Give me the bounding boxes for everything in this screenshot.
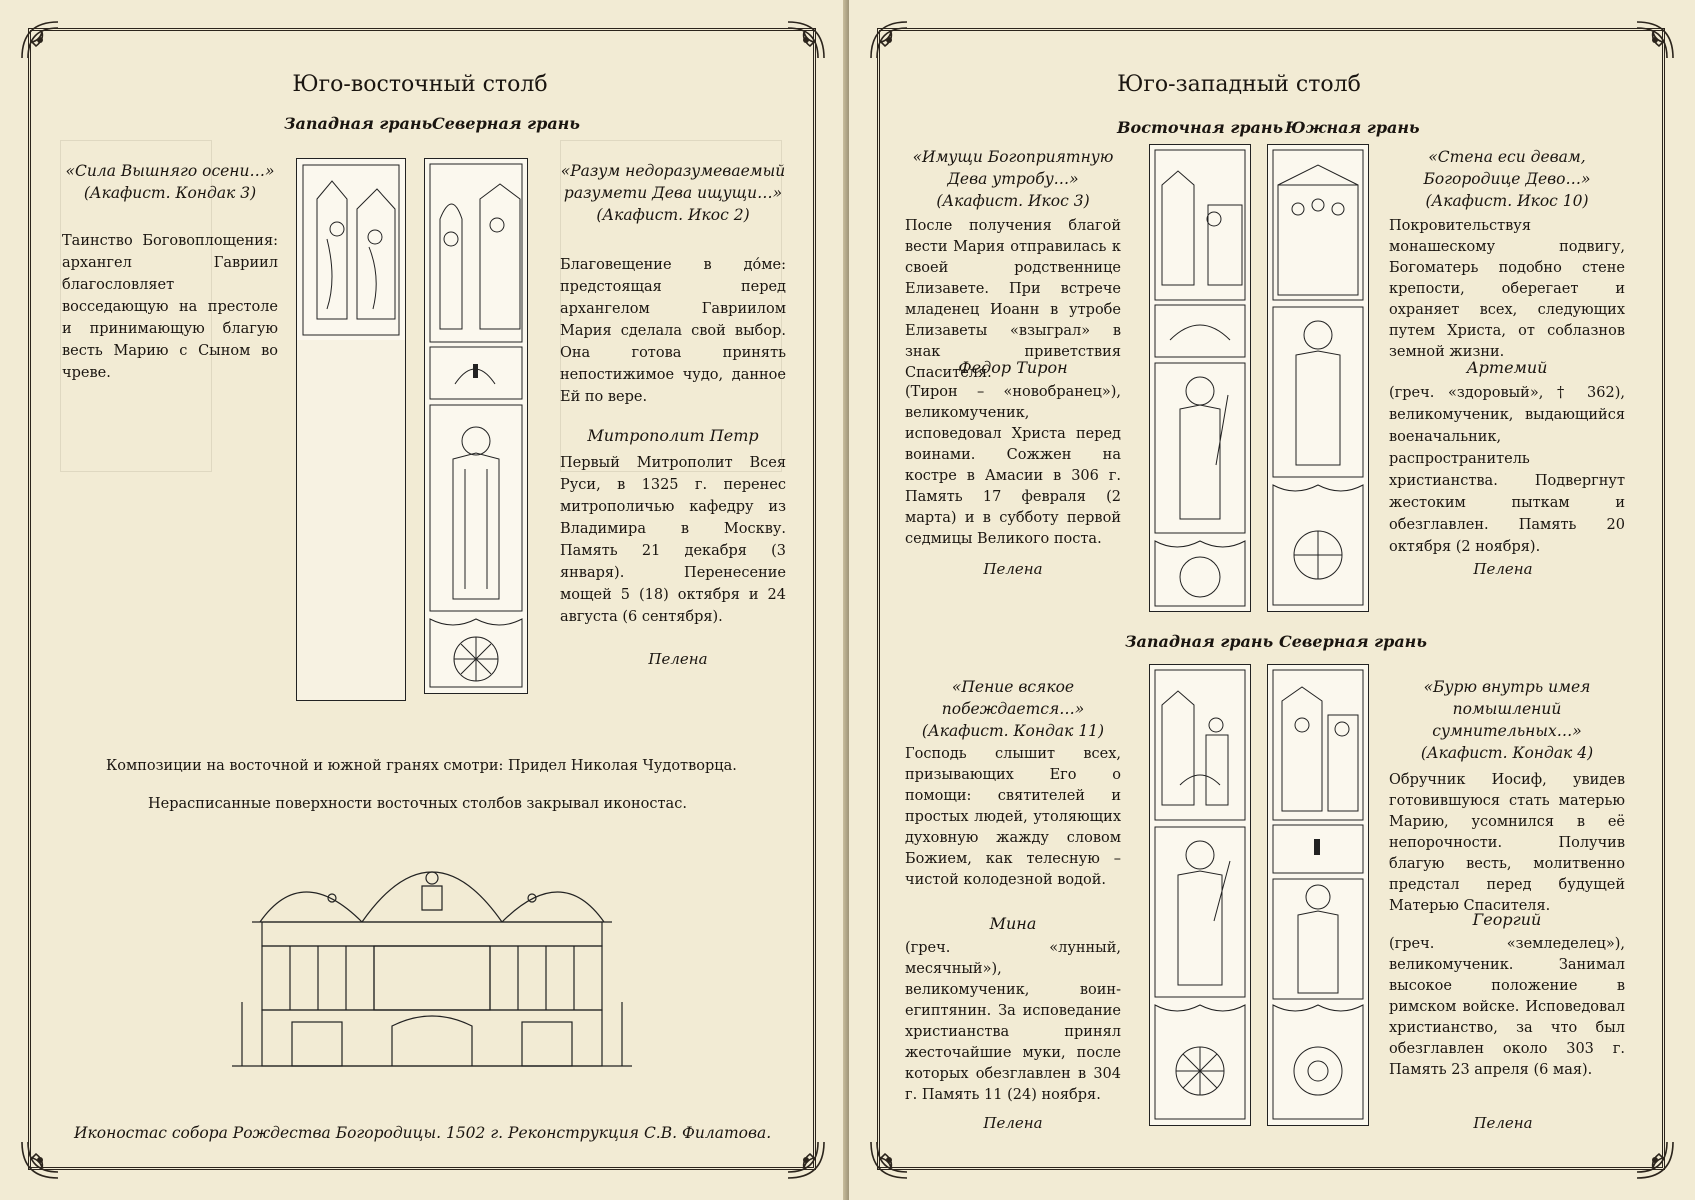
corner-ornament-icon xyxy=(1633,18,1677,62)
akathist-quote-south: «Стена еси девам, Богородице Дево…» (Акафист. Икос 10) xyxy=(1423,148,1591,210)
face-label-east: Восточная грань xyxy=(1117,118,1284,137)
face-label-west: Западная грань xyxy=(1125,632,1274,651)
face-label-north: Северная грань xyxy=(1279,632,1427,651)
note-iconostasis: Нерасписанные поверхности восточных столбов закрывал иконостас. xyxy=(148,796,687,812)
corner-ornament-icon xyxy=(867,18,911,62)
pelena-label: Пелена xyxy=(1473,560,1533,578)
face-label-south: Южная грань xyxy=(1285,118,1420,137)
iconostasis-illustration xyxy=(232,842,632,1078)
pelena-label: Пелена xyxy=(983,560,1043,578)
saint-text-georgiy: (греч. «земледелец»), великомученик. Занимал высокое положение в римском войске. Исповедовал христианство, за что был обезглавлен около 303 г. Память 23 апреля (6 мая). xyxy=(1389,936,1625,1078)
corner-ornament-icon xyxy=(867,1138,911,1182)
pillar-illustration-east xyxy=(1149,144,1251,612)
face-label-north: Северная грань xyxy=(432,114,580,133)
face-label-west: Западная грань xyxy=(284,114,433,133)
description-east: После получения благой вести Мария отправилась к своей родственнице Елизавете. При встрече младенец Иоанн в утробе Елизаветы «взыграл» в знак приветствия Спасителя. xyxy=(905,218,1121,381)
akathist-quote-west: «Сила Вышняго осени…» (Акафист. Кондак 3) xyxy=(65,162,275,202)
akathist-quote-west: «Пение всякое побеждается…» (Акафист. Кондак 11) xyxy=(921,678,1105,740)
akathist-quote-north: «Разум недоразумеваемый разумети Дева ищущи…» (Акафист. Икос 2) xyxy=(560,162,786,224)
pillar-illustration-north-bottom xyxy=(1267,664,1369,1126)
saint-text-artemiy: (греч. «здоровый», † 362), великомученик, выдающийся военачальник, распространитель христианства. Подвергнут жестоким пыткам и обезглавлен. Память 20 октября (2 ноября). xyxy=(1389,385,1625,555)
corner-ornament-icon xyxy=(18,18,62,62)
saint-name-tiron: Федор Тирон xyxy=(958,358,1068,377)
saint-name-mina: Мина xyxy=(989,914,1037,933)
pelena-label: Пелена xyxy=(1473,1114,1533,1132)
saint-name-georgiy: Георгий xyxy=(1472,910,1542,929)
pillar-blank-west xyxy=(296,340,406,701)
saint-text-tiron: (Тирон – «новобранец»), великомученик, исповедовал Христа перед воинами. Сожжен на костре в Амасии в 306 г. Память 17 февраля (2 марта) и в субботу первой седмицы Великого поста. xyxy=(905,384,1121,547)
saint-text-mina: (греч. «лунный, месячный»), великомученик, воин-египтянин. За исповедание христианства принял жесточайшие муки, после которых обезглавлен в 304 г. Память 11 (24) ноября. xyxy=(905,940,1121,1103)
pillar-illustration-north xyxy=(424,158,528,694)
saint-name-petr: Митрополит Петр xyxy=(587,426,759,445)
pelena-label: Пелена xyxy=(648,650,708,668)
page-title: Юго-восточный столб xyxy=(292,72,548,97)
corner-ornament-icon xyxy=(784,18,828,62)
description-west: Господь слышит всех, призывающих Его о помощи: святителей и простых людей, утоляющих духовную жажду словом Божием, как телесную – чистой колодезной водой. xyxy=(905,746,1121,888)
pillar-illustration-south xyxy=(1267,144,1369,612)
pelena-label: Пелена xyxy=(983,1114,1043,1132)
corner-ornament-icon xyxy=(784,1138,828,1182)
page-title: Юго-западный столб xyxy=(1117,72,1361,97)
description-north: Благовещение в до́ме: предстоящая перед архангелом Гавриилом Мария сделала свой выбор. Она готова принять непостижимое чудо, данное Ей по вере. xyxy=(560,257,786,405)
corner-ornament-icon xyxy=(1633,1138,1677,1182)
description-west: Таинство Боговоплощения: архангел Гавриил благословляет восседающую на престоле и принимающую благую весть Марию с Сыном во чреве. xyxy=(62,233,278,381)
illustration-caption: Иконостас собора Рождества Богородицы. 1502 г. Реконструкция С.В. Филатова. xyxy=(74,1124,772,1142)
pillar-illustration-west-bottom xyxy=(1149,664,1251,1126)
description-south: Покровительствуя монашескому подвигу, Богоматерь подобно стене крепости, оберегает и охраняет всех, следующих путем Христа, от соблазнов земной жизни. xyxy=(1389,218,1625,360)
akathist-quote-north: «Бурю внутрь имея помышлений сумнительных…» (Акафист. Кондак 4) xyxy=(1420,678,1594,762)
saint-text-petr: Первый Митрополит Всея Руси, в 1325 г. перенес митрополичью кафедру из Владимира в Москву. Память 21 декабря (3 января). Перенесение мощей 5 (18) октября и 24 августа (6 сентября). xyxy=(560,455,786,625)
left-page xyxy=(0,0,846,1200)
akathist-quote-east: «Имущи Богоприятную Дева утробу…» (Акафист. Икос 3) xyxy=(912,148,1114,210)
saint-name-artemiy: Артемий xyxy=(1466,358,1548,377)
description-north: Обручник Иосиф, увидев готовившуюся стать матерью Марию, усомнился в её непорочности. Получив благую весть, молитвенно предстал перед будущей Матерью Спасителя. xyxy=(1389,772,1625,914)
note-east-south-faces: Композиции на восточной и южной гранях смотри: Придел Николая Чудотворца. xyxy=(106,758,737,774)
corner-ornament-icon xyxy=(18,1138,62,1182)
pillar-illustration-west xyxy=(296,158,406,342)
right-page xyxy=(849,0,1695,1200)
